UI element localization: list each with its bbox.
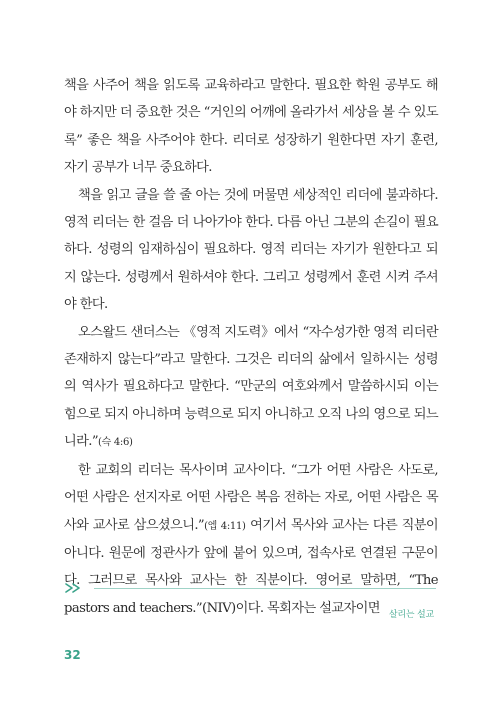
paragraph-3 (64, 319, 438, 457)
double-chevron-icon (64, 581, 90, 595)
paragraph-4-text-a: 한 교회의 리더는 목사이며 교사이다. “그가 어떤 사람은 사도로, 어떤 사람은 선지자로 어떤 사람은 복음 전하는 자로, 어떤 사람은 목사와 교사로 삼으셨으니.” (64, 462, 438, 533)
footer-divider (94, 588, 436, 589)
page-body (64, 72, 438, 622)
paragraph-4-text-b: 여기서 목사와 교사는 다른 직분이 아니다. 원문에 정관사가 앞에 붙어 있으며, 접속사로 연결된 구문이다. 그러므로 목사와 교사는 한 직분이다. 영어로 말하면, “The pastors and teachers.”(NIV)이다. 목회자는 설교자이면 (64, 517, 438, 616)
page-number: 32 (64, 648, 81, 662)
scripture-reference: (엡 4:11) (204, 520, 246, 532)
scripture-reference: (슥 4:6) (98, 437, 133, 449)
paragraph-4 (64, 457, 438, 622)
paragraph-3-text: 오스왈드 샌더스는 《영적 지도력》에서 “자수성가한 영적 리더란 존재하지 않는다”라고 말한다. 그것은 리더의 삶에서 일하시는 성령의 역사가 필요하다고 말한다. “만군의 여호와께서 말씀하시되 이는 힘으로 되지 아니하며 능력으로 되지 아니하고 오직 나의 영으로 되느니라.” (64, 324, 438, 450)
footer-rule (64, 581, 436, 595)
running-title: 살리는 설교 (388, 610, 434, 620)
paragraph-2: 책을 읽고 글을 쓸 줄 아는 것에 머물면 세상적인 리더에 불과하다. 영적 리더는 한 걸음 더 나아가야 한다. 다름 아닌 그분의 손길이 필요하다. 성령의 임재하심이 필요하다. 영적 리더는 자기가 원한다고 되지 않는다. 성령께서 원하셔야 한다. 그리고 성령께서 훈련 시켜 주셔야 한다. (64, 187, 438, 313)
paragraph-1: 책을 사주어 책을 읽도록 교육하라고 말한다. 필요한 학원 공부도 해야 하지만 더 중요한 것은 “거인의 어깨에 올라가서 세상을 볼 수 있도록” 좋은 책을 사주어야 한다. 리더로 성장하기 원한다면 자기 훈련, 자기 공부가 너무 중요하다. (64, 78, 438, 176)
